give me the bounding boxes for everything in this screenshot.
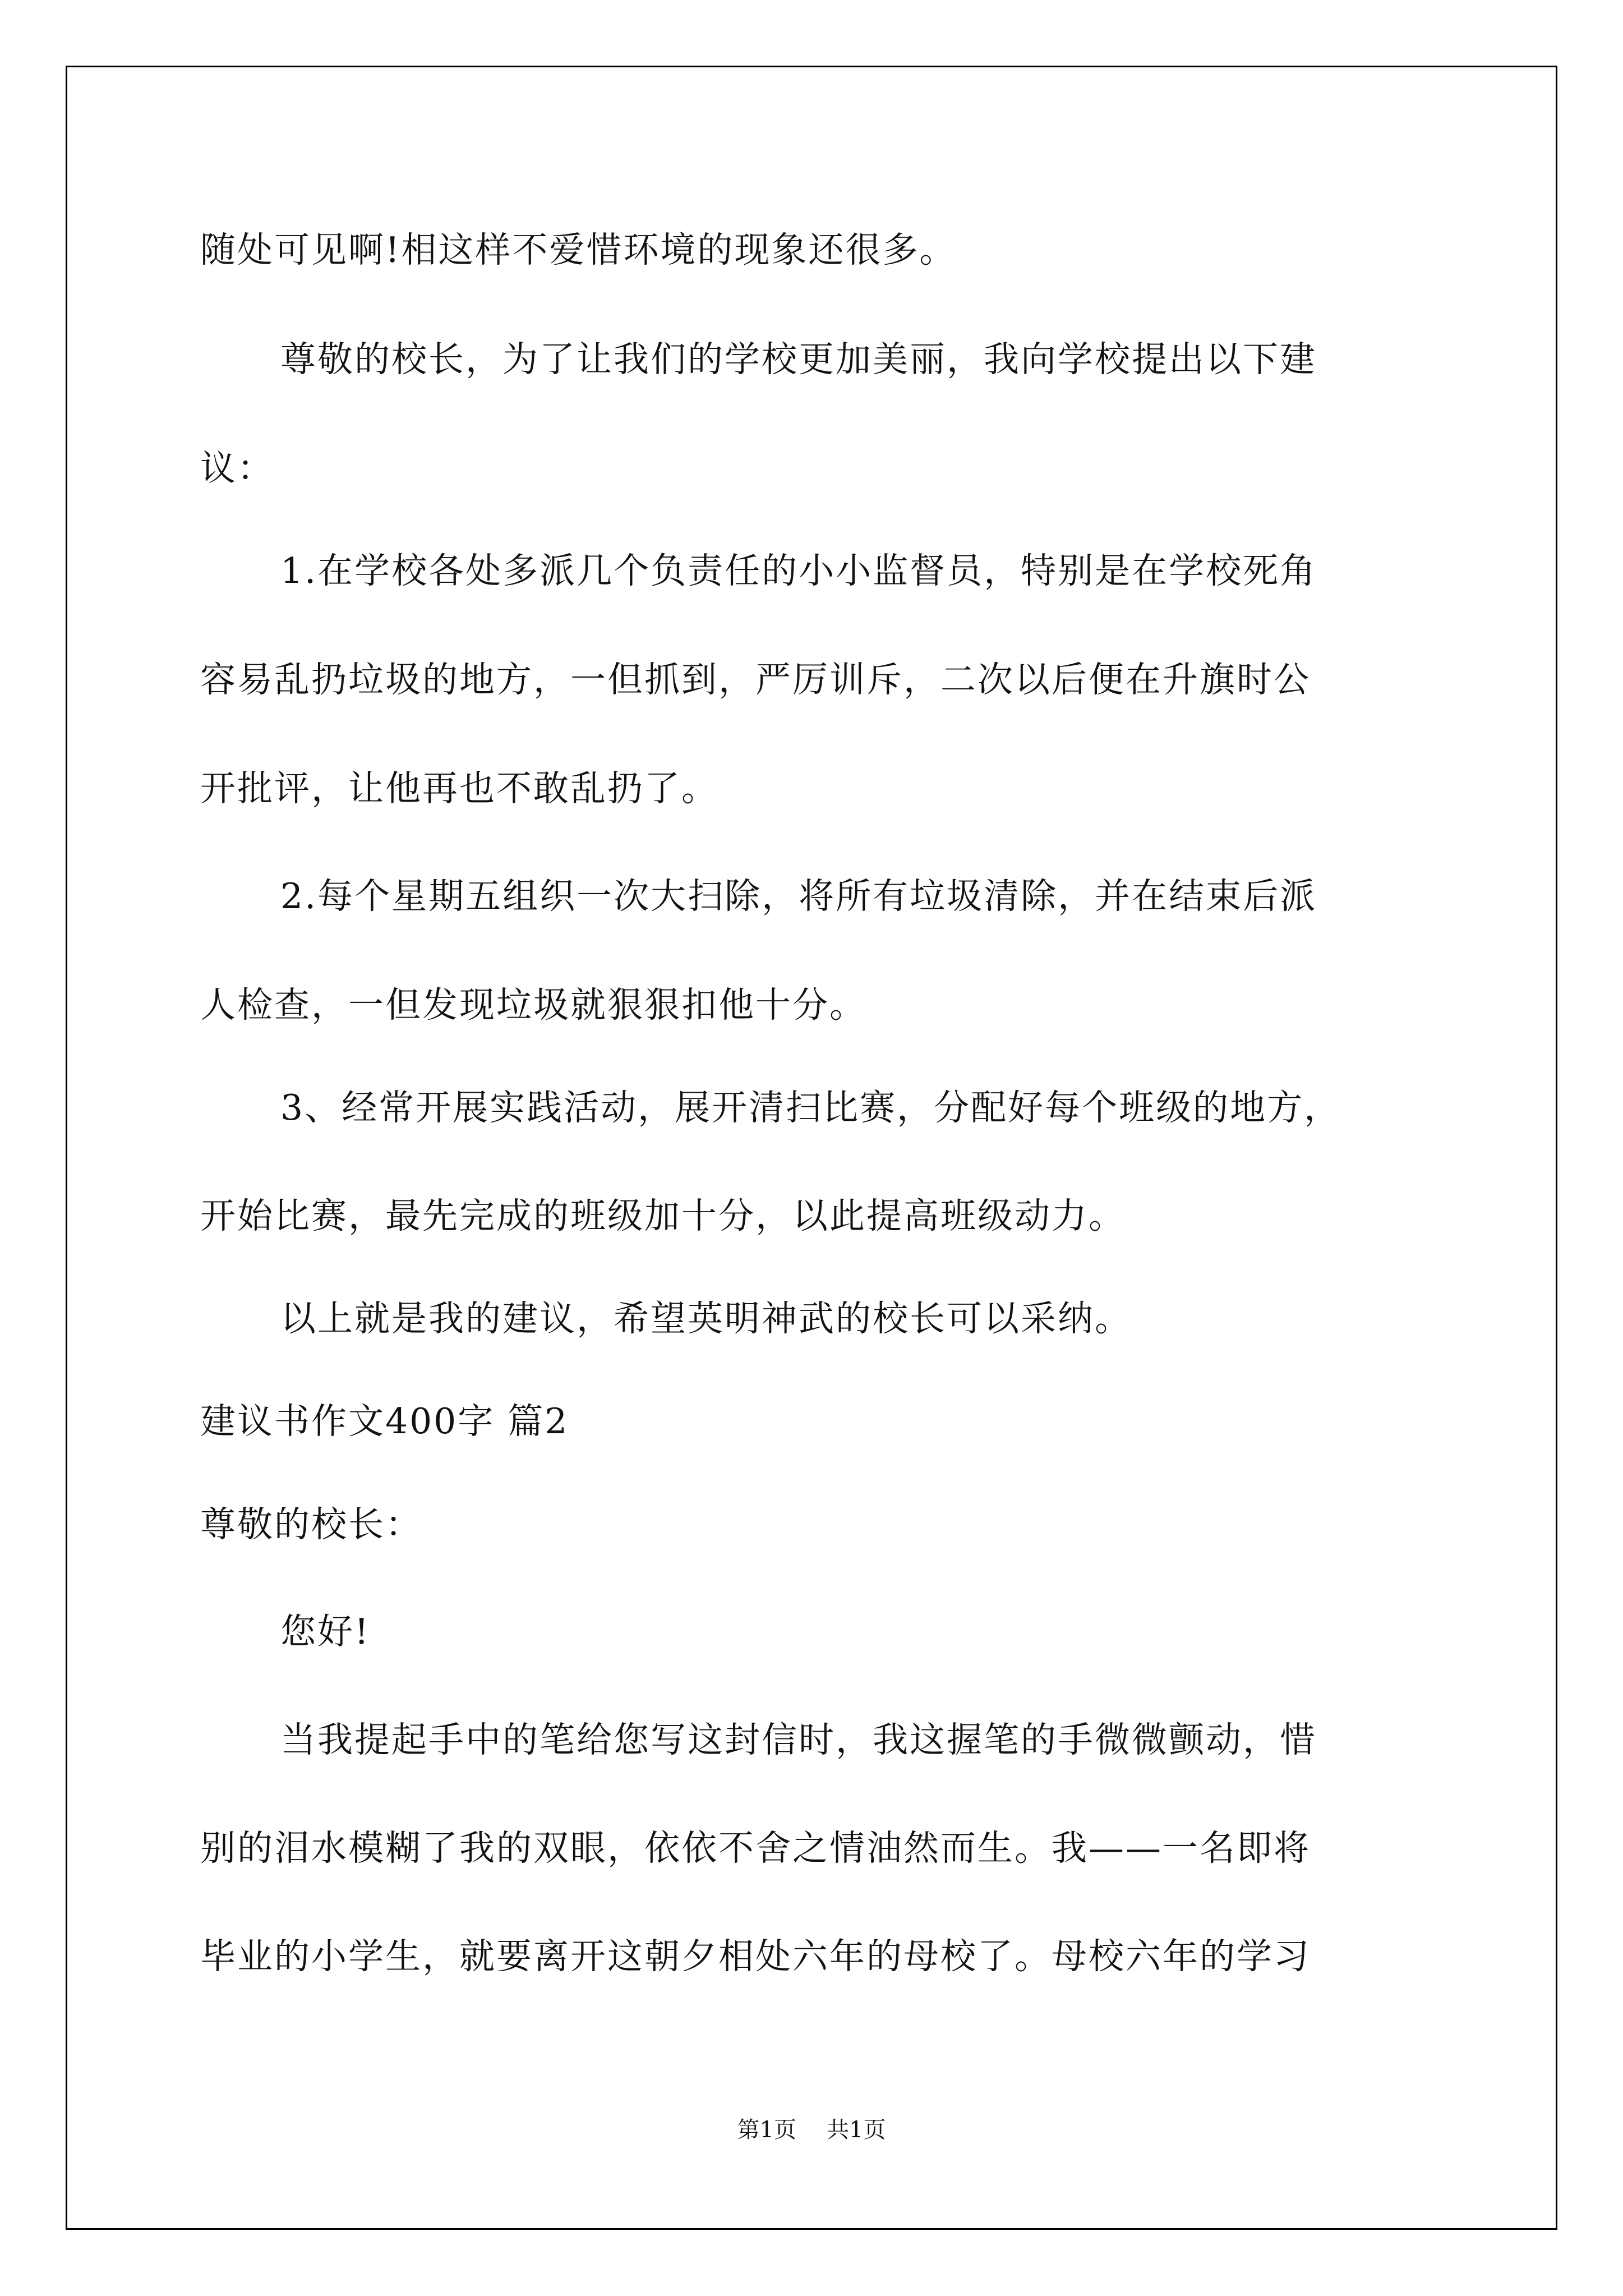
paragraph-line: 尊敬的校长，为了让我们的学校更加美丽，我向学校提出以下建 [280,339,1317,380]
paragraph-line: 别的泪水模糊了我的双眼，依依不舍之情油然而生。我——一名即将 [200,1828,1311,1869]
list-item-line: 开批评，让他再也不敢乱扔了。 [200,768,718,809]
paragraph-line: 当我提起手中的笔给您写这封信时，我这握笔的手微微颤动，惜 [280,1719,1317,1760]
greeting: 您好! [280,1611,371,1652]
section-heading: 建议书作文400字 篇2 [200,1401,569,1442]
paragraph-line: 议： [200,448,274,489]
paragraph-line: 以上就是我的建议，希望英明神武的校长可以采纳。 [280,1298,1132,1339]
salutation: 尊敬的校长： [200,1504,422,1545]
list-item-line: 开始比赛，最先完成的班级加十分，以此提高班级动力。 [200,1195,1126,1236]
list-item-line: 2.每个星期五组织一次大扫除，将所有垃圾清除，并在结束后派 [280,876,1317,917]
page-footer [0,2116,1623,2144]
page-number: 第1页 [737,2117,796,2143]
page-border [66,66,1557,2230]
list-item-line: 容易乱扔垃圾的地方，一但抓到，严厉训斥，二次以后便在升旗时公 [200,659,1311,700]
list-item-line: 3、经常开展实践活动，展开清扫比赛，分配好每个班级的地方， [280,1087,1341,1128]
list-item-line: 人检查，一但发现垃圾就狠狠扣他十分。 [200,984,866,1025]
page-total: 共1页 [827,2117,886,2143]
paragraph-line: 毕业的小学生，就要离开这朝夕相处六年的母校了。母校六年的学习 [200,1936,1311,1977]
list-item-line: 1.在学校各处多派几个负责任的小小监督员，特别是在学校死角 [280,550,1317,591]
paragraph-line: 随处可见啊!相这样不爱惜环境的现象还很多。 [200,229,957,270]
